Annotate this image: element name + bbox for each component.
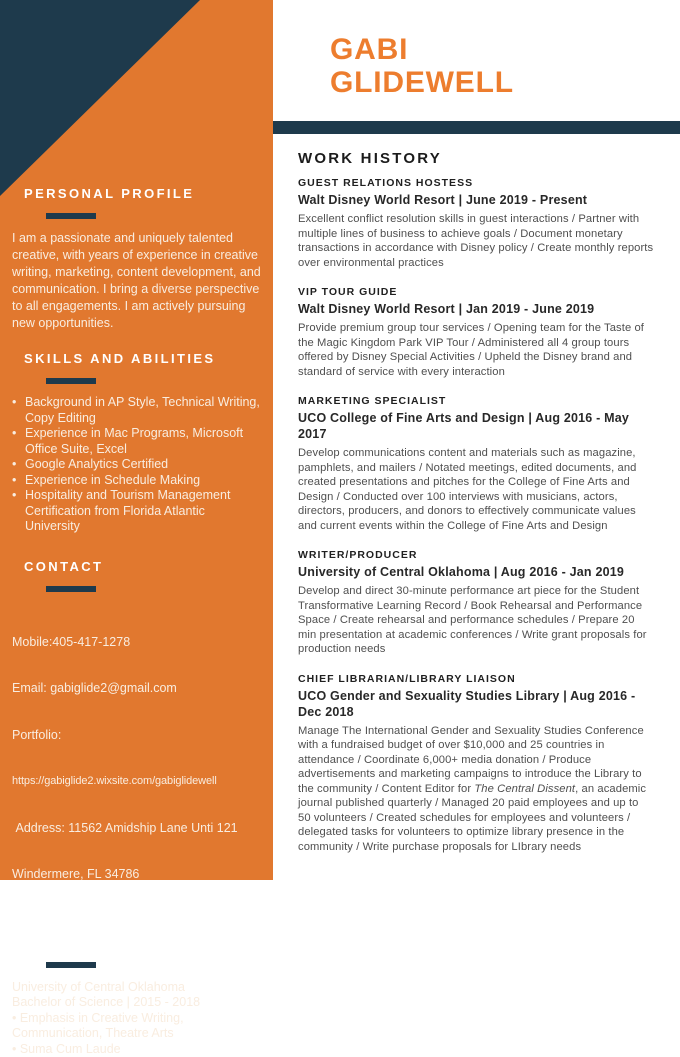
contact-city: Windermere, FL 34786: [12, 867, 261, 883]
job-meta: Walt Disney World Resort | June 2019 - Present: [298, 192, 654, 208]
personal-profile-text: I am a passionate and uniquely talented creative, with years of experience in creative writing, marketing, content development, and communication. I bring a diverse perspective to all engagements. I am actively pursuing new opportunities.: [12, 230, 261, 332]
list-item: [12, 457, 261, 473]
job-entry: [298, 395, 654, 533]
bullet-icon: •: [12, 488, 25, 535]
name-line-2: GLIDEWELL: [330, 66, 514, 99]
job-meta: University of Central Oklahoma | Aug 2016 - Jan 2019: [298, 564, 654, 580]
skills-section: [12, 351, 261, 535]
skills-heading: SKILLS AND ABILITIES: [24, 351, 261, 366]
job-title: GUEST RELATIONS HOSTESS: [298, 177, 654, 190]
skill-text: Background in AP Style, Technical Writing, Copy Editing: [25, 395, 261, 426]
sidebar: [0, 0, 273, 880]
list-item: [12, 395, 261, 426]
job-description: Provide premium group tour services / Opening team for the Taste of the Magic Kingdom Park VIP Tour / Administered all 4 group tours offered by Disney Special Activities / Upheld the Disney brand and standard of service with every interaction: [298, 321, 654, 379]
sidebar-content: [0, 0, 273, 1057]
page-title: [330, 33, 514, 99]
education-degree: Bachelor of Science | 2015 - 2018: [12, 995, 261, 1011]
job-meta: UCO Gender and Sexuality Studies Library | Aug 2016 - Dec 2018: [298, 688, 654, 720]
job-entry: [298, 673, 654, 855]
contact-heading: CONTACT: [24, 559, 261, 574]
contact-mobile: Mobile:405-417-1278: [12, 635, 261, 651]
education-heading: EDUCATION: [24, 935, 261, 950]
skills-list: [12, 395, 261, 535]
education-school: University of Central Oklahoma: [12, 980, 261, 996]
skill-text: Google Analytics Certified: [25, 457, 168, 473]
contact-email: Email: gabiglide2@gmail.com: [12, 681, 261, 697]
job-title: WRITER/PRODUCER: [298, 549, 654, 562]
job-meta: Walt Disney World Resort | Jan 2019 - June 2019: [298, 301, 654, 317]
job-title: MARKETING SPECIALIST: [298, 395, 654, 408]
skill-text: Hospitality and Tourism Management Certification from Florida Atlantic University: [25, 488, 261, 535]
list-item: [12, 488, 261, 535]
name-line-1: GABI: [330, 33, 514, 66]
work-history-heading: WORK HISTORY: [298, 150, 654, 167]
heading-underline: [46, 213, 96, 219]
contact-lines: [12, 604, 261, 914]
bullet-icon: •: [12, 473, 25, 489]
education-emphasis: • Emphasis in Creative Writing, Communication, Theatre Arts: [12, 1011, 261, 1042]
job-title: VIP TOUR GUIDE: [298, 286, 654, 299]
job-description-pre: Manage The International Gender and Sexuality Studies Conference with a fundraised budget of over $10,000 and 25 countries in attendance / Coordinate 6,000+ media donation / Produce advertisements and marketing campaigns to introduce the Library to the community / Content Editor for: [298, 725, 644, 795]
bullet-icon: •: [12, 395, 25, 426]
skill-text: Experience in Schedule Making: [25, 473, 200, 489]
education-lines: [12, 980, 261, 1057]
job-description-journal-title: The Central Dissent: [474, 783, 575, 795]
bullet-icon: •: [12, 457, 25, 473]
heading-underline: [46, 378, 96, 384]
personal-profile-heading: PERSONAL PROFILE: [24, 186, 261, 201]
work-history-section: [298, 150, 654, 870]
job-description: Develop communications content and materials such as magazine, pamphlets, and mailers / Notated meetings, edited documents, and created presentations and pitches for the College of Fine Arts and Design / Conducted over 100 interviews with musicians, actors, directors, producers, and donors to effectively communicate values and current events within the College of Fine Arts and Design: [298, 446, 654, 533]
job-entry: [298, 177, 654, 270]
job-description: [298, 724, 654, 855]
heading-underline: [46, 586, 96, 592]
header-divider-bar: [273, 121, 680, 134]
job-description-post: , an academic journal published quarterly / Managed 20 paid employees and up to 50 volunteers / Created schedules for employees and volunteers / delegated tasks for volunteers to optimize library presence in the community / Write purchase proposals for LIbrary needs: [298, 783, 646, 853]
education-honors: • Suma Cum Laude: [12, 1042, 261, 1057]
job-entry: [298, 549, 654, 657]
job-entry: [298, 286, 654, 379]
list-item: [12, 426, 261, 457]
list-item: [12, 473, 261, 489]
job-title: CHIEF LIBRARIAN/LIBRARY LIAISON: [298, 673, 654, 686]
job-meta: UCO College of Fine Arts and Design | Aug 2016 - May 2017: [298, 410, 654, 442]
job-description: Excellent conflict resolution skills in guest interactions / Partner with multiple lines of business to achieve goals / Document monetary transactions in accordance with Disney policy / Create monthly reports over environmental practices: [298, 212, 654, 270]
bullet-icon: •: [12, 426, 25, 457]
heading-underline: [46, 962, 96, 968]
skill-text: Experience in Mac Programs, Microsoft Office Suite, Excel: [25, 426, 261, 457]
contact-address: Address: 11562 Amidship Lane Unti 121: [12, 821, 261, 837]
education-section: [12, 935, 261, 1057]
contact-section: [12, 559, 261, 914]
job-description: Develop and direct 30-minute performance art piece for the Student Transformative Learning Record / Book Rehearsal and Performance Space / Create rehearsal and performance schedules / Prepare 20 min presentation at academic conferences / Write grant proposals for production needs: [298, 584, 654, 657]
personal-profile-section: [12, 186, 261, 332]
contact-portfolio-label: Portfolio:: [12, 728, 261, 744]
contact-portfolio-url: https://gabiglide2.wixsite.com/gabiglidewell: [12, 774, 261, 790]
